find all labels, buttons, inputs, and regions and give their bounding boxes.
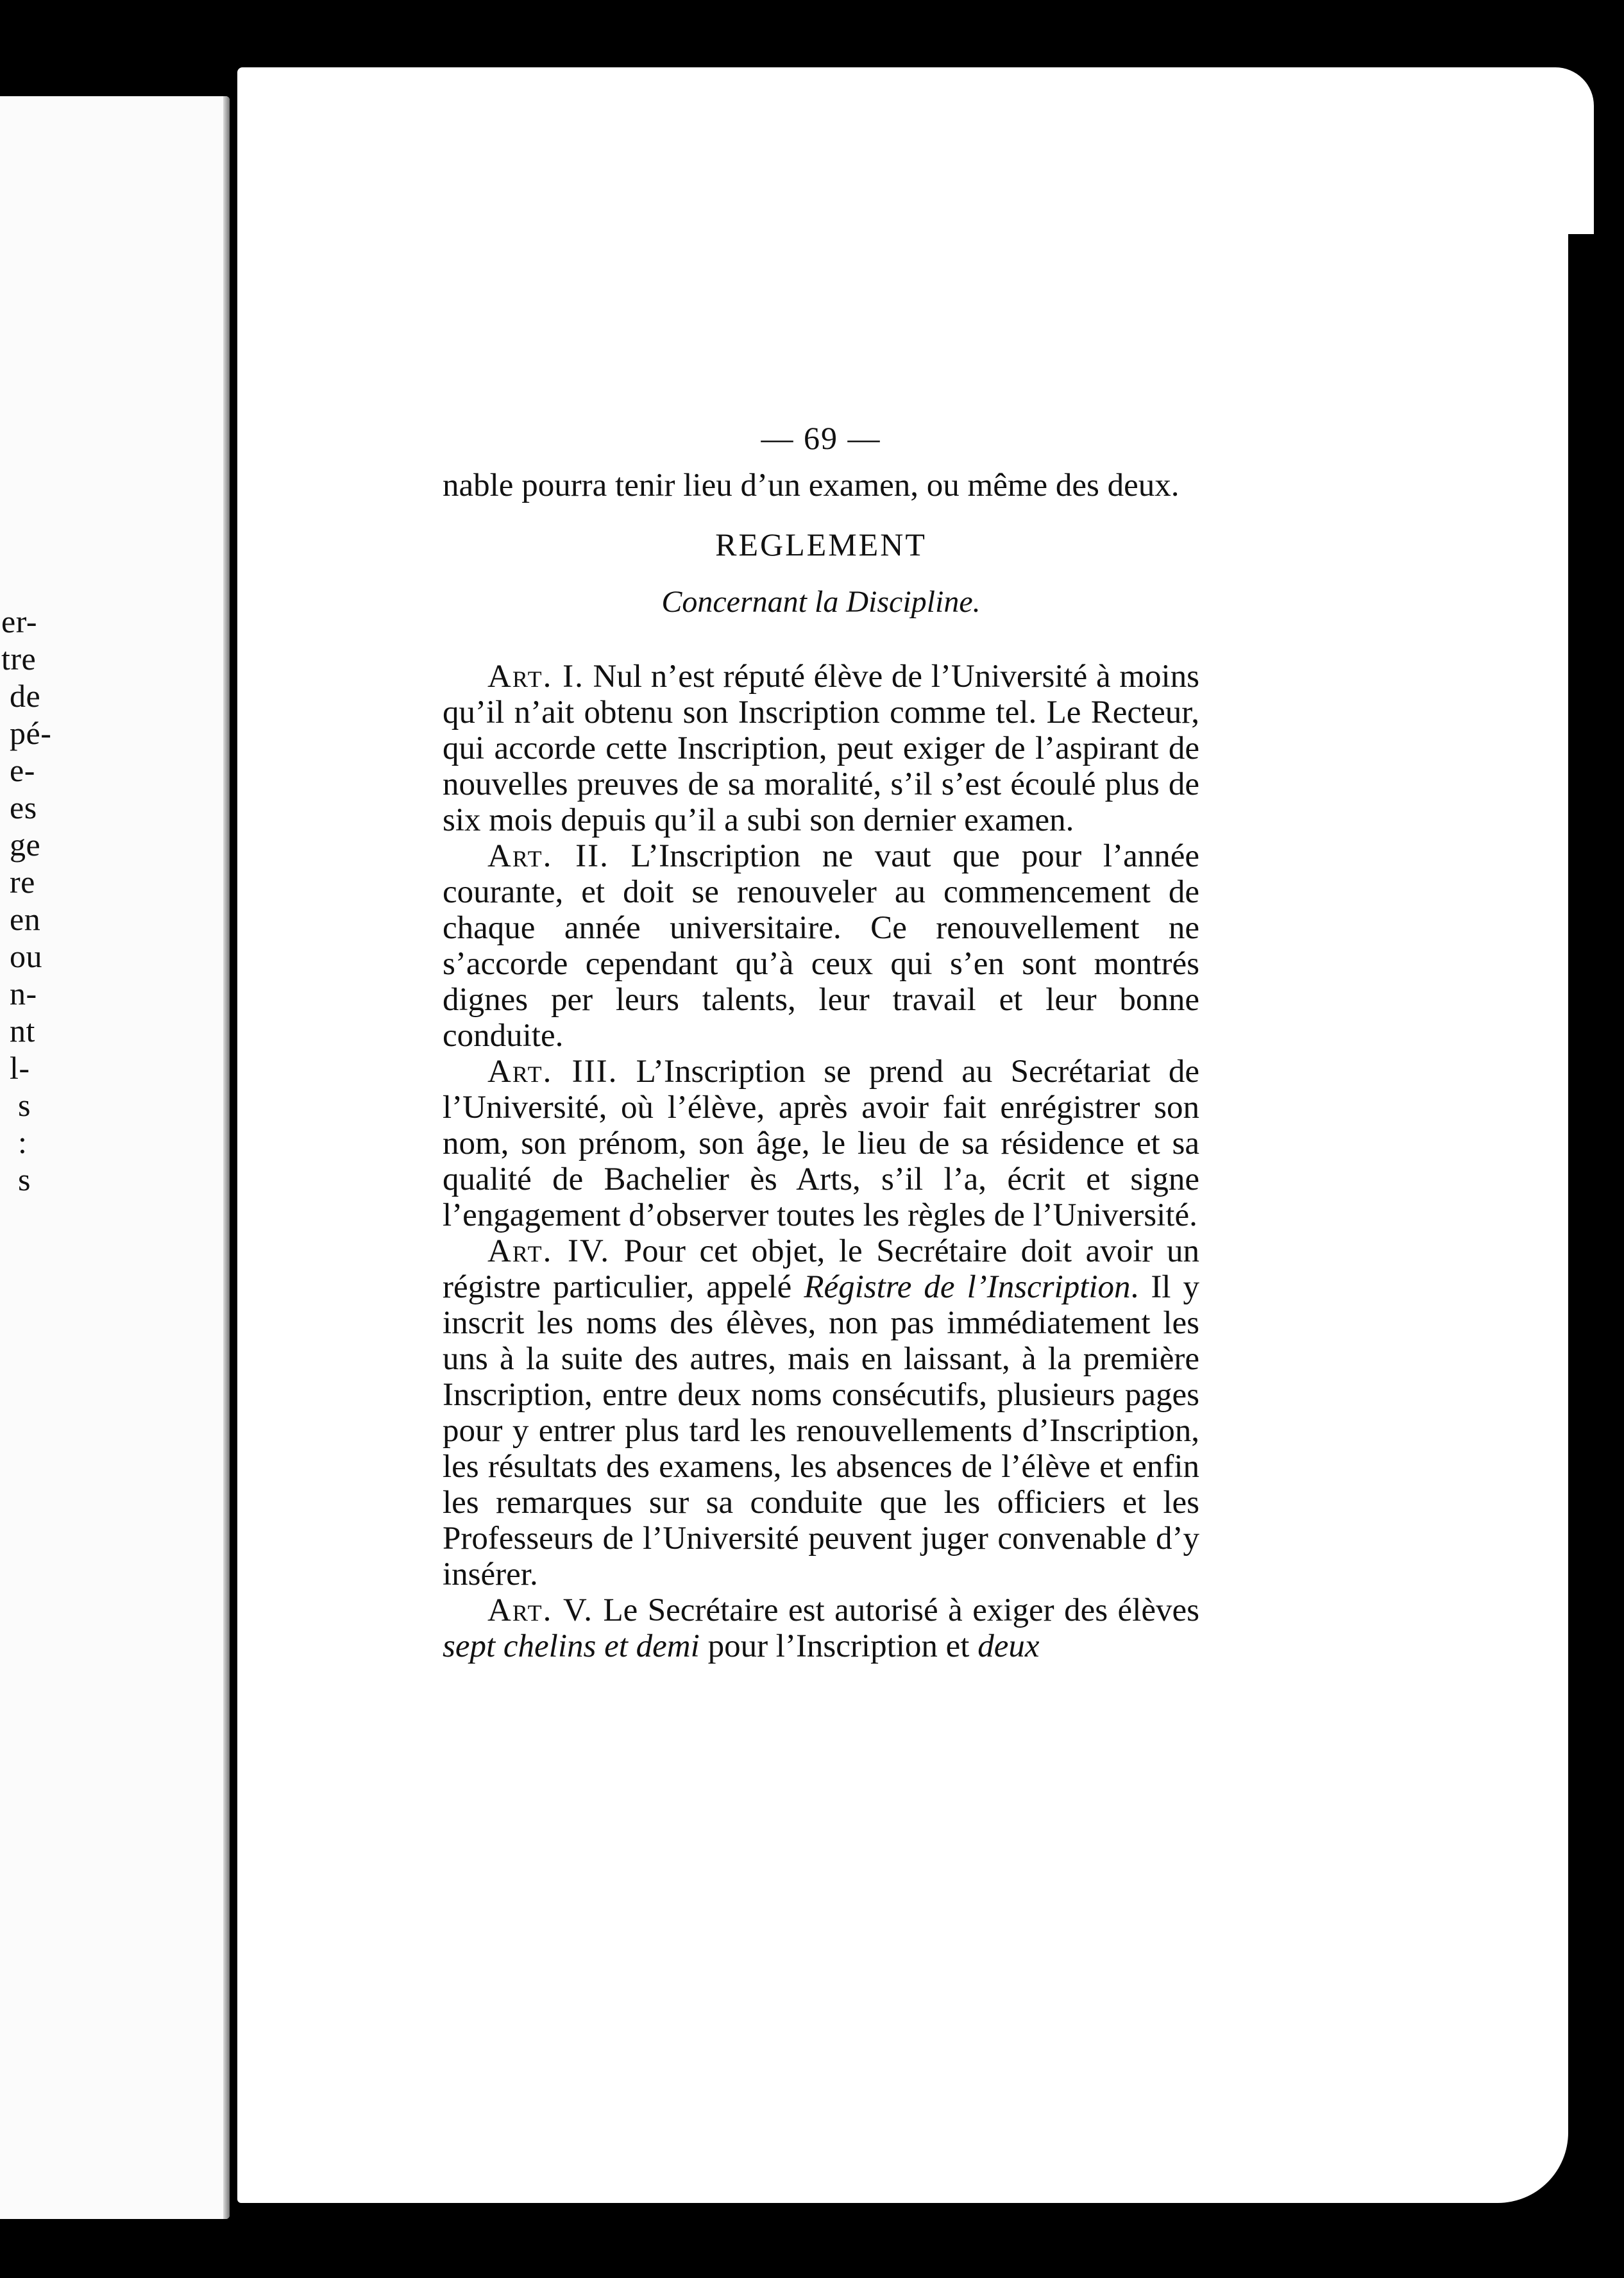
page-gutter <box>223 96 230 2219</box>
fragment-line: er- <box>1 603 37 639</box>
article-emphasis: Régistre de l’Inscription <box>804 1269 1131 1305</box>
fragment-line: ou <box>1 938 42 974</box>
fragment-line: n- <box>1 975 37 1011</box>
fragment-line: re <box>1 864 35 900</box>
fragment-line: : <box>1 1124 28 1160</box>
intro-paragraph: nable pourra tenir lieu d’un examen, ou même des deux. <box>443 468 1180 503</box>
article-text: L’Inscription se prend au Secrétariat de l’Université, où l’élève, après avoir fait enrégistrer son nom, son prénom, son âge, le lieu de sa résidence et sa qualité de Bachelier ès Arts, s’il l’a, écrit et signe l’engagement d’observer toutes les règles de l’Université. <box>443 1054 1200 1233</box>
article-label: Art. I. <box>487 659 584 695</box>
article-5 <box>443 1592 1199 1664</box>
fragment-line: es <box>1 789 37 825</box>
article-text: L’Inscription ne vaut que pour l’année courante, et doit se renouveler au commencement de chaque année universitaire. Ce renouvellement ne s’accorde cependant qu’à ceux qui s’en sont montrés dignes per leurs talents, leur travail et leur bonne conduite. <box>443 838 1199 1054</box>
article-label: Art. IV. <box>487 1233 610 1269</box>
fragment-line: s <box>1 1161 31 1197</box>
fragment-line: de <box>1 678 41 714</box>
fragment-line: tre <box>1 641 37 677</box>
previous-page <box>0 96 230 2219</box>
article-text: pour l’Inscription et <box>699 1628 978 1664</box>
article-text: Nul n’est réputé élève de l’Université à moins qu’il n’ait obtenu son Inscription comme tel. Le Recteur, qui accorde cette Inscription, peut exiger de l’aspirant de nouvelles preuves de sa moralité, s’il s’est écoulé plus de six mois depuis qu’il a subi son dernier examen. <box>443 659 1199 838</box>
fragment-line: ge <box>1 827 41 863</box>
fragment-line: pé- <box>1 715 52 751</box>
document-page <box>237 67 1568 2203</box>
article-4 <box>443 1233 1199 1592</box>
article-emphasis: sept chelins et demi <box>443 1628 700 1664</box>
fragment-line: e- <box>1 752 35 788</box>
article-1 <box>443 659 1199 838</box>
fragment-line: en <box>1 901 41 937</box>
article-text: . Il y inscrit les noms des élèves, non pas immédiatement les uns à la suite des autres, mais en laissant, à la première Inscription, entre deux noms consécutifs, plusieurs pages pour y entrer plus tard les renouvellements d’Inscription, les résultats des examens, les absences de l’élève et enfin les remarques sur sa conduite que les officiers et les Professeurs de l’Université peuvent juger convenable d’y insérer. <box>443 1269 1199 1592</box>
article-label: Art. III. <box>487 1054 618 1090</box>
page-content <box>443 420 1199 1664</box>
article-label: Art. V. <box>487 1592 593 1628</box>
section-subheading: Concernant la Discipline. <box>661 585 981 619</box>
page-corner <box>1543 67 1594 234</box>
article-label: Art. II. <box>487 838 609 874</box>
article-text: Le Secrétaire est autorisé à exiger des élèves <box>593 1592 1199 1628</box>
article-3 <box>443 1054 1199 1233</box>
previous-page-text-fragments <box>1 603 51 1198</box>
article-text: Pour cet objet, le Secrétaire doit avoir un régistre particulier, appelé <box>443 1233 1199 1305</box>
article-emphasis: deux <box>977 1628 1040 1664</box>
scan-speck <box>1546 257 1551 262</box>
page-number: — 69 — <box>761 420 881 456</box>
fragment-line: l- <box>1 1050 30 1086</box>
fragment-line: nt <box>1 1013 35 1049</box>
fragment-line: s <box>1 1087 31 1123</box>
article-2 <box>443 838 1199 1054</box>
section-heading: REGLEMENT <box>715 527 927 562</box>
